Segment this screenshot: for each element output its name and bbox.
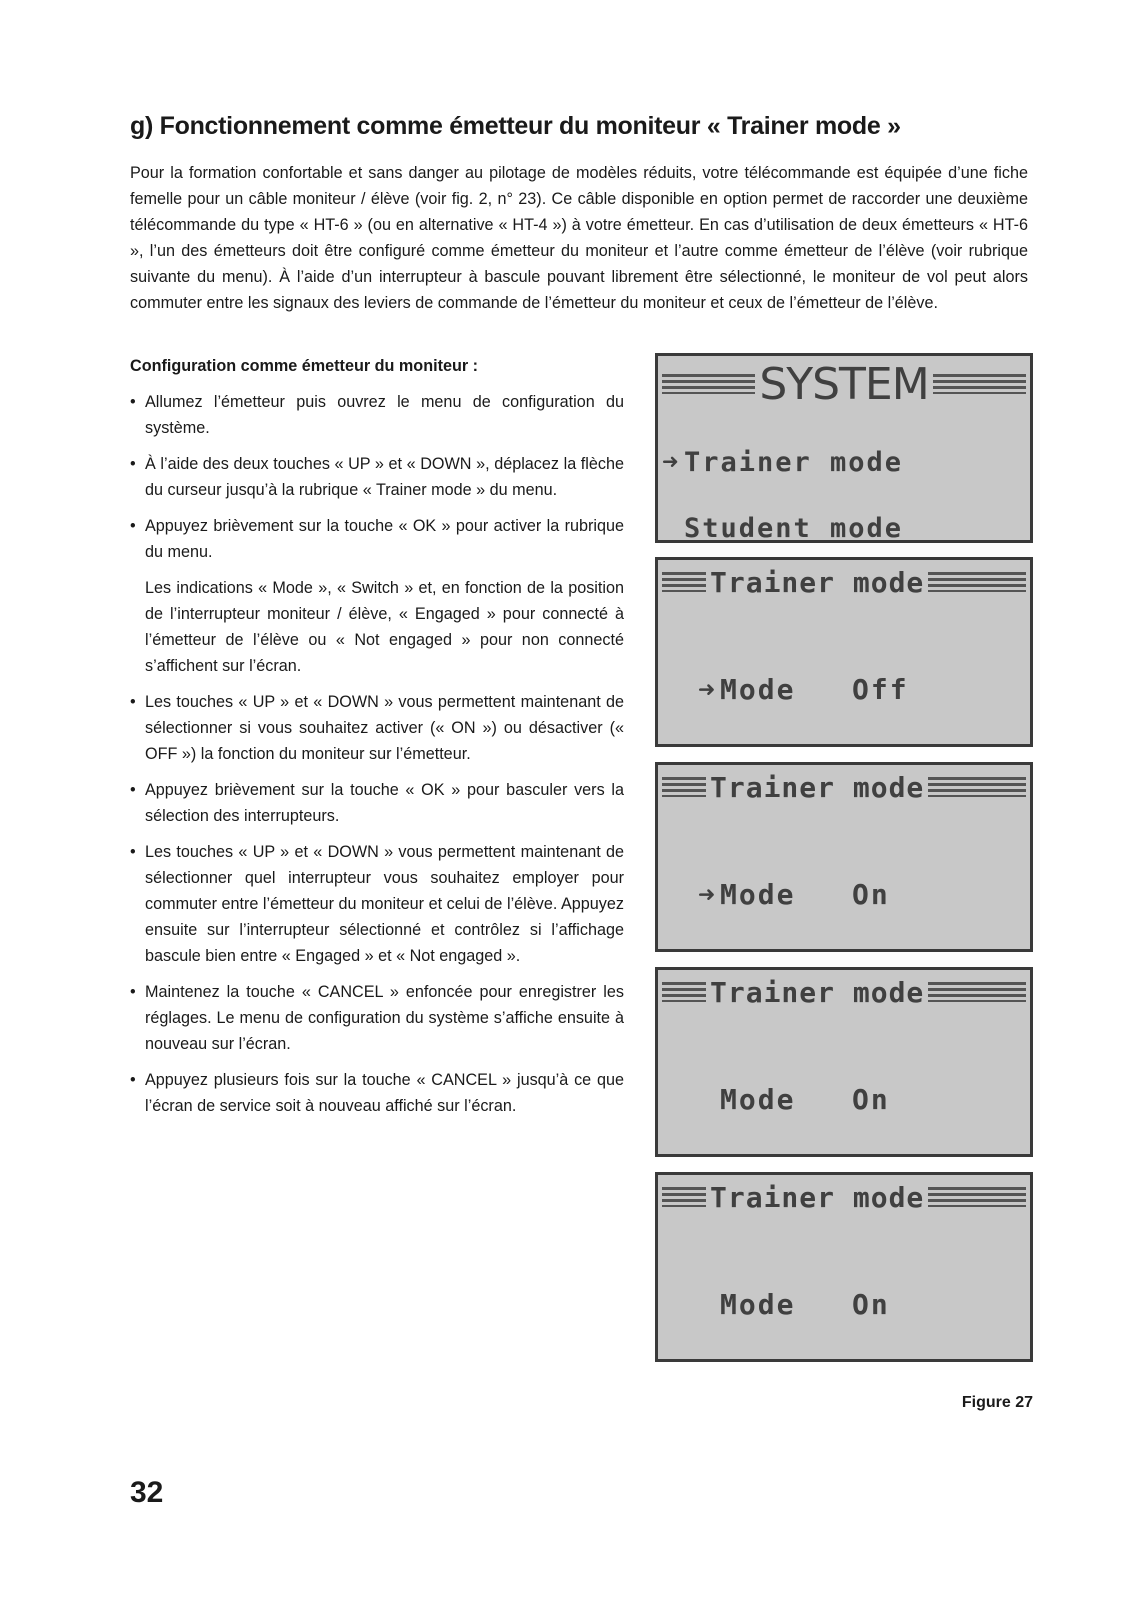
- list-item-text: Allumez l’émetteur puis ouvrez le menu de configuration du système.: [145, 393, 624, 437]
- header-bars-icon: [928, 1187, 1026, 1207]
- lcd-screen-trainer-1: [655, 557, 1033, 747]
- bullet-icon: •: [130, 843, 136, 861]
- lcd-lines: ➜ Mode Off: [698, 673, 909, 706]
- lcd-header-title: Trainer mode: [710, 770, 925, 804]
- lcd-header: [658, 771, 1030, 803]
- bullet-icon: •: [130, 1071, 136, 1089]
- header-bars-icon: [662, 572, 706, 592]
- list-item-text: Les touches « UP » et « DOWN » vous permettent maintenant de sélectionner quel interrupteur vous souhaitez employer pour commuter entre l’émetteur du moniteur et celui de l’élève. Appuyez ensuite sur l’interrupteur sélectionné et contrôlez si l’affichage bascule bien entre « Engaged » et « Not engaged ».: [145, 843, 624, 965]
- lcd-header-title: SYSTEM: [759, 358, 929, 410]
- bullet-icon: •: [130, 455, 136, 473]
- lcd-header-title: Trainer mode: [710, 565, 925, 599]
- lcd-header-title: Trainer mode: [710, 1180, 925, 1214]
- header-bars-icon: [928, 777, 1026, 797]
- bullet-icon: •: [130, 393, 136, 411]
- lcd-menu-item: ➜ Trainer mode: [662, 447, 904, 478]
- cursor-arrow-icon: ➜: [698, 673, 717, 706]
- lcd-menu-item: Student mode: [684, 513, 904, 543]
- list-item: [130, 839, 624, 969]
- instructions-column: [130, 353, 624, 1129]
- list-item-text: Appuyez brièvement sur la touche « OK » pour basculer vers la sélection des interrupteurs.: [145, 781, 624, 825]
- list-item: [130, 1067, 624, 1119]
- header-bars-icon: [662, 1187, 706, 1207]
- list-item-text: Appuyez plusieurs fois sur la touche « CANCEL » jusqu’à ce que l’écran de service soit à nouveau affiché sur l’écran.: [145, 1071, 624, 1115]
- instruction-list: [130, 389, 624, 1119]
- list-item-text: Appuyez brièvement sur la touche « OK » pour activer la rubrique du menu.: [145, 517, 624, 561]
- bullet-icon: •: [130, 693, 136, 711]
- lcd-screen-system: [655, 353, 1033, 543]
- lcd-lines: Mode On: [720, 1288, 890, 1321]
- config-heading: Configuration comme émetteur du moniteur :: [130, 357, 479, 375]
- lcd-screen-trainer-4: [655, 1172, 1033, 1362]
- header-bars-icon: [662, 982, 706, 1002]
- list-item: [130, 979, 624, 1057]
- page-number: 32: [130, 1476, 164, 1509]
- figure-caption: Figure 27: [961, 1394, 1033, 1411]
- cursor-arrow-icon: ➜: [662, 447, 681, 478]
- header-bars-icon: [933, 374, 1026, 394]
- list-item-text: Maintenez la touche « CANCEL » enfoncée pour enregistrer les réglages. Le menu de configuration du système s’affiche ensuite à nouveau sur l’écran.: [145, 983, 624, 1053]
- lcd-menu-list: [662, 408, 1030, 543]
- bullet-icon: •: [130, 983, 136, 1001]
- header-bars-icon: [928, 572, 1026, 592]
- intro-paragraph: Pour la formation confortable et sans danger au pilotage de modèles réduits, votre télécommande est équipée d’une fiche femelle pour un câble moniteur / élève (voir fig. 2, n° 23). Ce câble disponible en option permet de raccorder une deuxième télécommande du type « HT-6 » (ou en alternative « HT-4 ») à votre émetteur. En cas d’utilisation de deux émetteurs « HT-6 », l’un des émetteurs doit être configuré comme émetteur du moniteur et l’autre comme émetteur de l’élève (voir rubrique suivante du menu). À l’aide d’un interrupteur à bascule pouvant librement être sélectionné, le moniteur de vol peut alors commuter entre les signaux des leviers de commande de l’émetteur du moniteur et ceux de l’émetteur de l’élève.: [130, 164, 1028, 312]
- list-item: [130, 513, 624, 679]
- lcd-lines: Mode On: [720, 1083, 890, 1116]
- header-bars-icon: [662, 374, 755, 394]
- section-title: g) Fonctionnement comme émetteur du moniteur « Trainer mode »: [130, 112, 901, 140]
- bullet-icon: •: [130, 781, 136, 799]
- lcd-header: [658, 1181, 1030, 1213]
- list-item-text: Les touches « UP » et « DOWN » vous permettent maintenant de sélectionner si vous souhaitez activer (« ON ») ou désactiver (« OFF ») la fonction du moniteur sur l’émetteur.: [145, 693, 624, 763]
- list-item-note: Les indications « Mode », « Switch » et, en fonction de la position de l’interrupteur moniteur / élève, « Engaged » pour connecté à l’émetteur de l’élève ou « Not engaged » pour non connecté s’affichent sur l’écran.: [145, 579, 624, 675]
- list-item: [130, 389, 624, 441]
- lcd-lines: ➜ Mode On: [698, 878, 890, 911]
- lcd-screen-trainer-2: [655, 762, 1033, 952]
- header-bars-icon: [928, 982, 1026, 1002]
- list-item-text: À l’aide des deux touches « UP » et « DOWN », déplacez la flèche du curseur jusqu’à la rubrique « Trainer mode » du menu.: [145, 455, 624, 499]
- list-item: [130, 689, 624, 767]
- cursor-arrow-icon: ➜: [698, 878, 717, 911]
- bullet-icon: •: [130, 517, 136, 535]
- list-item: [130, 777, 624, 829]
- lcd-header-title: Trainer mode: [710, 975, 925, 1009]
- header-bars-icon: [662, 777, 706, 797]
- list-item: [130, 451, 624, 503]
- lcd-header: [658, 976, 1030, 1008]
- lcd-screen-trainer-3: [655, 967, 1033, 1157]
- lcd-header: [658, 358, 1030, 410]
- lcd-header: [658, 566, 1030, 598]
